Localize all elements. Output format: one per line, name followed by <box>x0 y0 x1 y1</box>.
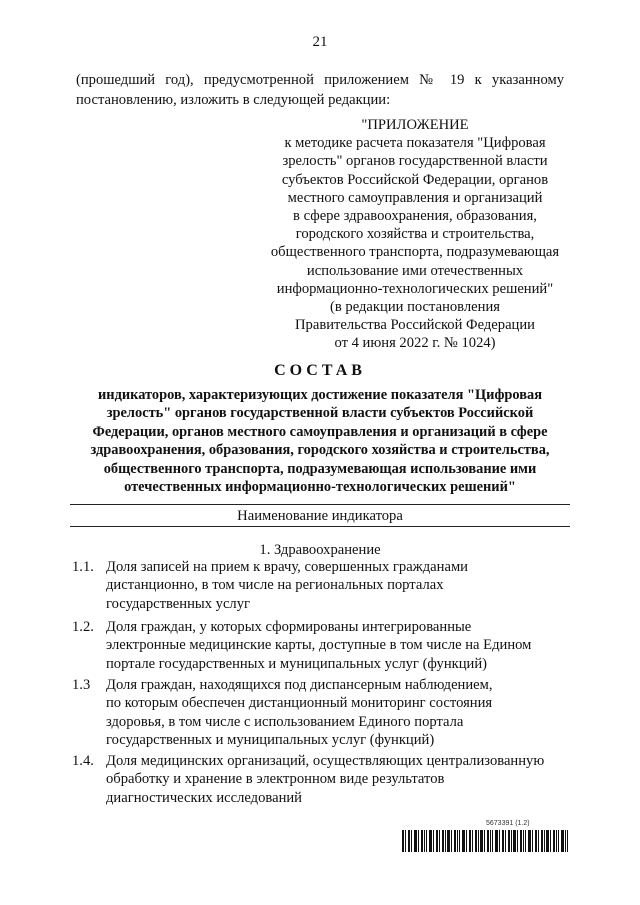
indicator-line: дистанционно, в том числе на региональных порталах <box>106 577 444 594</box>
subtitle-line: индикаторов, характеризующих достижение показателя "Цифровая <box>98 387 542 403</box>
appendix-line: зрелость" органов государственной власти <box>282 153 548 170</box>
indicator-number: 1.4. <box>72 753 94 769</box>
appendix-line: использование ими отечественных <box>306 262 524 279</box>
section-title: 1. Здравоохранение <box>259 542 381 558</box>
indicator-line: портале государственных и муниципальных услуг (функций) <box>106 655 488 672</box>
appendix-heading <box>230 116 600 353</box>
indicator-line: государственных услуг <box>106 595 250 612</box>
indicator-line: Доля граждан, у которых сформированы интегрированные <box>106 619 472 635</box>
document-subtitle <box>70 386 570 496</box>
appendix-line: Правительства Российской Федерации <box>295 317 535 334</box>
document-title: СОСТАВ <box>274 362 366 379</box>
subtitle-line: общественного транспорта, подразумевающая использование ими <box>103 460 537 477</box>
appendix-line: городского хозяйства и строительства, <box>295 226 535 243</box>
subtitle-line: зрелость" органов государственной власти субъектов Российской <box>106 405 534 422</box>
table-top-rule <box>70 504 570 505</box>
indicator-line: по которым обеспечен дистанционный мониторинг состояния <box>106 695 493 712</box>
indicator-line: здоровья, в том числе с использованием Единого портала <box>106 713 464 730</box>
indicator-line: Доля граждан, находящихся под диспансерным наблюдением, <box>106 677 493 693</box>
indicator-number: 1.1. <box>72 559 94 575</box>
appendix-line: от 4 июня 2022 г. № 1024) <box>334 335 496 352</box>
indicator-line: государственных и муниципальных услуг (функций) <box>106 732 435 749</box>
appendix-line: "ПРИЛОЖЕНИЕ <box>361 117 469 133</box>
barcode-icon <box>402 830 568 852</box>
appendix-line: в сфере здравоохранения, образования, <box>293 208 537 225</box>
indicator-number: 1.2. <box>72 619 94 635</box>
appendix-line: информационно-технологических решений" <box>276 280 554 297</box>
indicator-line: электронные медицинские карты, доступные в том числе на Едином <box>106 637 532 654</box>
appendix-line: общественного транспорта, подразумевающая <box>270 244 560 261</box>
indicator-line: обработку и хранение в электронном виде результатов <box>106 771 445 788</box>
intro-line-2: постановлению, изложить в следующей редакции: <box>76 92 391 108</box>
page-number: 21 <box>312 34 328 50</box>
table-column-header: Наименование индикатора <box>237 508 403 524</box>
subtitle-line: Федерации, органов местного самоуправления и организаций в сфере <box>92 423 548 440</box>
indicator-text <box>106 752 576 807</box>
indicator-text <box>106 618 576 673</box>
subtitle-line: отечественных информационно-технологических решений" <box>124 479 516 496</box>
subtitle-line: здравоохранения, образования, городского хозяйства и строительства, <box>90 442 550 459</box>
appendix-line: субъектов Российской Федерации, органов <box>281 171 549 188</box>
appendix-line: местного самоуправления и организаций <box>287 189 543 206</box>
indicator-line: Доля медицинских организаций, осуществляющих централизованную <box>106 753 545 769</box>
appendix-line: к методике расчета показателя "Цифровая <box>284 135 546 152</box>
indicator-number: 1.3 <box>72 677 91 693</box>
barcode-label: 5673391 (1.2) <box>486 820 530 827</box>
indicator-text <box>106 558 576 613</box>
indicator-text <box>106 676 576 750</box>
intro-paragraph <box>76 70 564 110</box>
indicator-line: Доля записей на прием к врачу, совершенных гражданами <box>106 559 468 575</box>
appendix-line: (в редакции постановления <box>330 299 500 316</box>
indicator-line: диагностических исследований <box>106 789 302 806</box>
intro-line-1: (прошедший год), предусмотренной приложением № 19 к указанному <box>76 72 564 88</box>
table-header-rule <box>70 526 570 527</box>
